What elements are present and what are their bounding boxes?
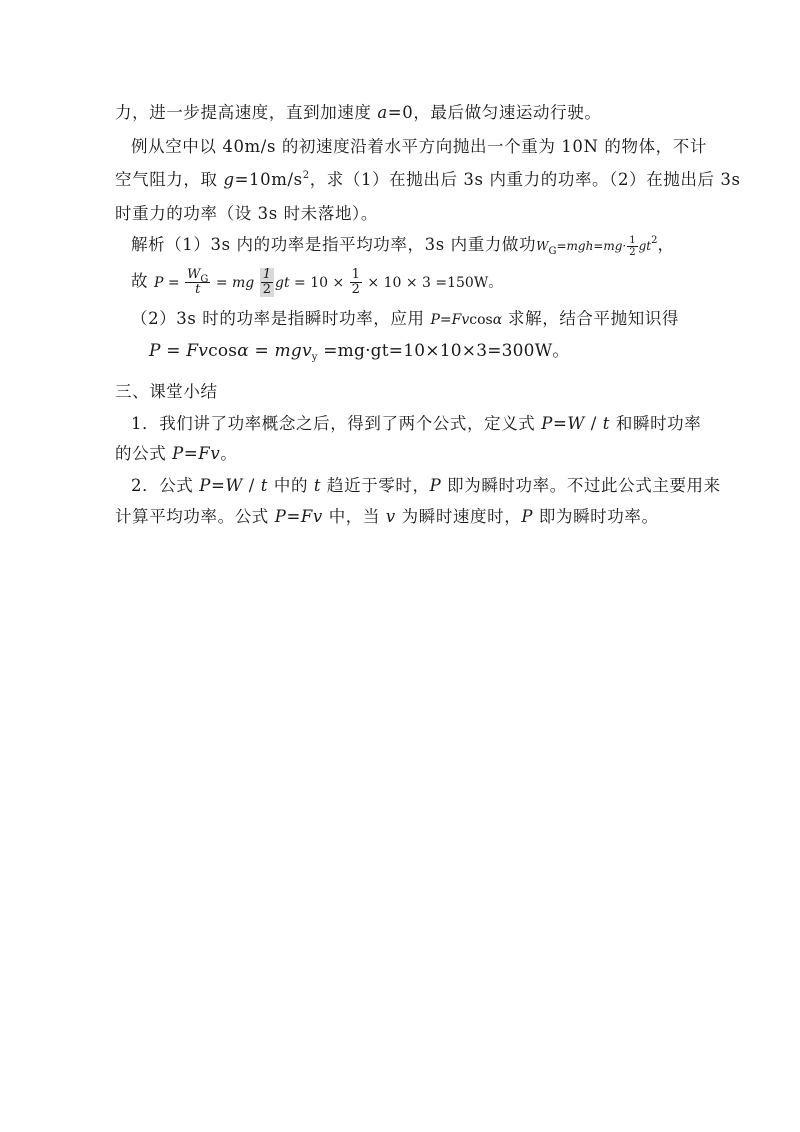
text-run: P=Fv xyxy=(274,507,323,526)
denominator: 2 xyxy=(351,282,360,297)
text-run: 求解，结合平抛知识得 xyxy=(502,309,680,328)
text-line-10 xyxy=(131,413,701,435)
text-run: 1．我们讲了功率概念之后，得到了两个公式，定义式 xyxy=(131,414,542,433)
subscript: y xyxy=(311,352,318,363)
formula-instant-power xyxy=(430,312,502,328)
formula-result xyxy=(149,341,570,361)
fraction xyxy=(185,268,210,297)
text-line-13 xyxy=(115,506,659,528)
fraction xyxy=(627,235,637,258)
text-run: 2．公式 xyxy=(131,476,200,495)
text-line-5 xyxy=(131,234,675,258)
formula-symbol: P=Fv xyxy=(430,312,470,328)
formula-symbol: W xyxy=(536,239,549,253)
formula-text: cos xyxy=(469,312,493,328)
numerator: 1 xyxy=(629,235,636,246)
text-run: 为瞬时速度时， xyxy=(395,507,522,526)
text-run: P=W xyxy=(541,414,585,433)
formula-text: = xyxy=(163,274,185,291)
text-line-11 xyxy=(115,443,237,465)
formula-text: = 10 × xyxy=(289,274,349,291)
numerator: 1 xyxy=(351,267,360,282)
subscript: G xyxy=(200,274,209,285)
text-run: / xyxy=(242,476,261,495)
formula-symbol: W xyxy=(187,267,201,282)
text-run: t xyxy=(260,476,269,495)
numerator: 1 xyxy=(262,267,271,282)
text-run: 例从空中以 40m/s 的初速度沿着水平方向抛出一个重为 10N 的物体，不计 xyxy=(131,137,707,156)
text-run: 解析（1）3s 内的功率是指平均功率，3s 内重力做功 xyxy=(131,235,537,254)
text-run: =10m/s xyxy=(234,170,303,189)
heading-text: 三、课堂小结 xyxy=(115,382,218,401)
formula-text: cos xyxy=(208,341,238,361)
text-run: 计算平均功率。公式 xyxy=(115,507,275,526)
text-run: t xyxy=(602,414,611,433)
text-line-8 xyxy=(149,340,570,362)
text-run: a xyxy=(377,103,388,122)
text-run: P=Fv xyxy=(172,444,221,463)
text-run: 力，进一步提高速度，直到加速度 xyxy=(115,103,378,122)
text-line-2 xyxy=(131,136,707,158)
text-run: 。 xyxy=(220,444,238,463)
text-run: 即为瞬时功率。不过此公式主要用来 xyxy=(441,476,721,495)
formula-symbol: Fv xyxy=(186,341,209,361)
formula-text: =mgh=mg· xyxy=(556,239,627,253)
superscript: 2 xyxy=(651,235,658,246)
formula-symbol: P xyxy=(153,274,164,291)
text-line-3 xyxy=(115,169,741,191)
formula-text: gt xyxy=(638,239,652,253)
text-run: 故 xyxy=(131,271,154,291)
subscript: G xyxy=(548,246,557,257)
text-line-7 xyxy=(131,308,679,331)
text-run: 和瞬时功率 xyxy=(610,414,702,433)
text-run: =0，最后做匀速运动行驶。 xyxy=(387,103,602,122)
text-run: / xyxy=(584,414,603,433)
text-run: 空气阻力，取 xyxy=(115,170,224,189)
text-run: 趋近于零时， xyxy=(321,476,430,495)
text-run: g xyxy=(223,170,235,189)
formula-text: gt xyxy=(275,274,290,291)
text-run: ，求（1）在抛出后 3s 内重力的功率。（2）在抛出后 3s xyxy=(309,170,741,189)
denominator: 2 xyxy=(629,247,636,258)
text-run: P=W xyxy=(199,476,243,495)
text-run: t xyxy=(313,476,322,495)
text-run: P xyxy=(521,507,534,526)
text-line-12 xyxy=(131,475,721,497)
formula-text: × 10 × 3 =150W。 xyxy=(362,274,503,291)
text-run: v xyxy=(385,507,396,526)
text-run: 的公式 xyxy=(115,444,173,463)
text-run: 中，当 xyxy=(322,507,386,526)
formula-average-power xyxy=(153,267,503,297)
text-run: ， xyxy=(657,235,675,254)
text-run: P xyxy=(429,476,442,495)
formula-symbol: α xyxy=(492,312,503,328)
section-heading xyxy=(115,381,218,403)
fraction xyxy=(350,268,362,297)
superscript: 2 xyxy=(302,170,310,181)
fraction-highlighted xyxy=(260,268,274,297)
text-run: （2）3s 时的功率是指瞬时功率，应用 xyxy=(131,309,431,328)
text-line-6 xyxy=(131,268,502,297)
formula-symbol: α xyxy=(237,341,249,361)
text-line-4 xyxy=(115,203,378,225)
text-run: 时重力的功率（设 3s 时未落地）。 xyxy=(115,204,379,223)
denominator: t xyxy=(195,282,201,297)
text-run: 中的 xyxy=(268,476,314,495)
formula-symbol: mgv xyxy=(274,341,312,361)
formula-symbol: P xyxy=(149,341,161,361)
formula-work xyxy=(536,235,658,258)
formula-text: = mg xyxy=(211,274,259,291)
formula-text: = xyxy=(160,341,187,361)
text-line-1 xyxy=(115,102,601,124)
formula-text: =mg·gt=10×10×3=300W。 xyxy=(317,341,570,361)
denominator: 2 xyxy=(262,282,271,297)
text-run: 即为瞬时功率。 xyxy=(533,507,659,526)
numerator xyxy=(185,268,210,283)
formula-text: = xyxy=(248,341,275,361)
